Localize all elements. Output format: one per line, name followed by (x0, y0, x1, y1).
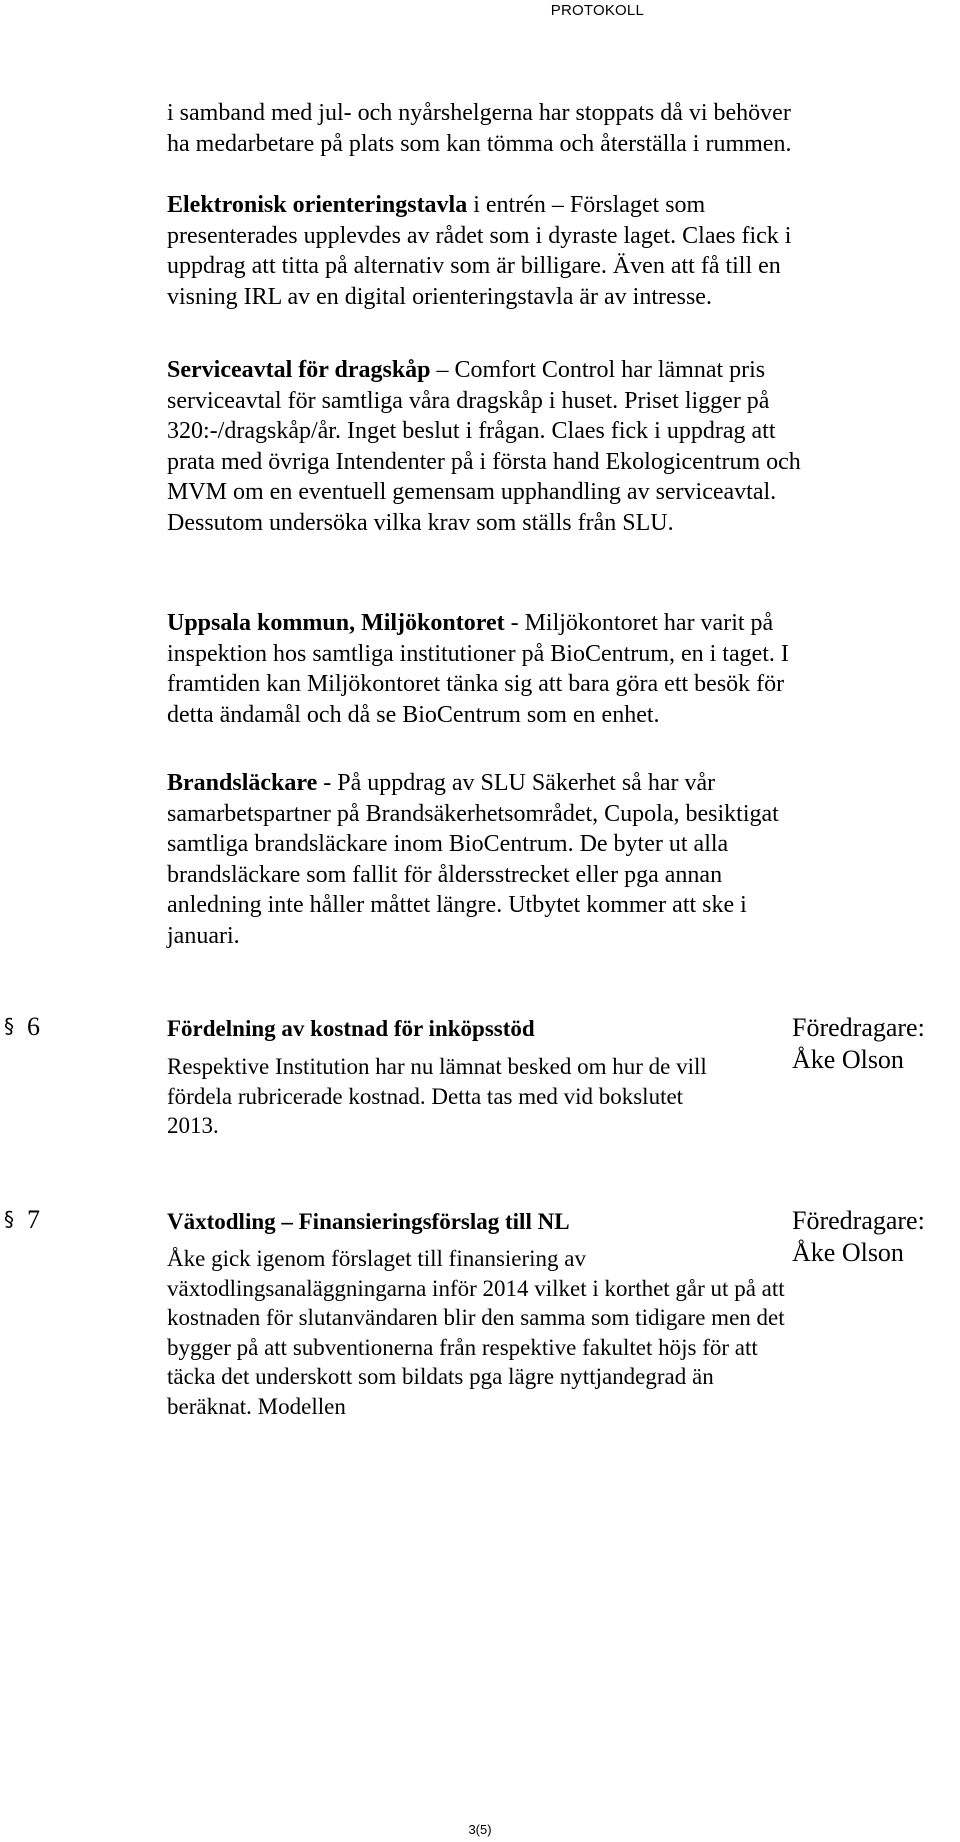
paragraph-heading: Uppsala kommun, Miljökontoret (167, 610, 505, 636)
item-body: Åke gick igenom förslaget till finansiering av växtodlingsanaläggningarna inför 2014 vilket i korthet går ut på att kostnaden för slutanvändaren blir den samma som tidigare men det bygger på att subventionerna från respektive fakultet höjs för att täcka det underskott som bildats pga lägre nyttjandegrad än beräknat. Modellen (167, 1246, 785, 1419)
presenter (792, 1012, 925, 1076)
paragraph-fume-hood-service (167, 355, 807, 538)
paragraph-environment-office (167, 608, 807, 730)
item-title: Växtodling – Finansieringsförslag till NL (167, 1209, 570, 1234)
item-number: 7 (27, 1205, 40, 1234)
presenter (792, 1205, 925, 1269)
paragraph-text: - Miljökontoret har varit på inspektion hos samtliga institutioner på BioCentrum, en i taget. I framtiden kan Miljökontoret tänka sig att bara göra ett besök för detta ändamål och då se BioCentrum som en enhet. (167, 610, 789, 728)
page-number: 3(5) (468, 1822, 492, 1837)
item-title: Fördelning av kostnad för inköpsstöd (167, 1016, 535, 1041)
page-header (0, 0, 960, 18)
document-type-title: PROTOKOLL (550, 2, 644, 19)
section-sign-icon: § (4, 1014, 14, 1038)
paragraph-text: - På uppdrag av SLU Säkerhet så har vår samarbetspartner på Brandsäkerhetsområdet, Cupola, besiktigat samtliga brandsläckare inom BioCentrum. De byter ut alla brandsläckare som fallit för åldersstrecket eller pga annan anledning inte håller måttet längre. Utbytet kommer att ske i januari. (167, 770, 779, 949)
paragraph-text: i entrén – Förslaget som presenterades upplevdes av rådet som i dyraste laget. Claes fick i uppdrag att titta på alternativ som är billigare. Även att få till en visning IRL av en digital orienteringstavla är av intresse. (167, 192, 792, 310)
presenter-label: Föredragare: (792, 1013, 925, 1042)
paragraph-orientation-board (167, 190, 807, 312)
paragraph-fire-extinguishers (167, 768, 807, 951)
paragraph-recycling-room: i samband med jul- och nyårshelgerna har stoppats då vi behöver ha medarbetare på plats som kan tömma och återställa i rummen. (167, 100, 792, 157)
section-sign-icon: § (4, 1207, 14, 1231)
paragraph-text: – Comfort Control har lämnat pris serviceavtal för samtliga våra dragskåp i huset. Priset ligger på 320:-/dragskåp/år. Inget beslut i frågan. Claes fick i uppdrag att prata med övriga Intendenter på i första hand Ekologicentrum och MVM om en eventuell gemensam upphandling av serviceavtal. Dessutom undersöka vilka krav som ställs från SLU. (167, 357, 801, 536)
item-number: 6 (27, 1012, 40, 1041)
presenter-name: Åke Olson (792, 1238, 904, 1267)
item-body: Respektive Institution har nu lämnat besked om hur de vill fördela rubricerade kostnad. Detta tas med vid bokslutet 2013. (167, 1054, 707, 1138)
presenter-label: Föredragare: (792, 1206, 925, 1235)
presenter-name: Åke Olson (792, 1045, 904, 1074)
paragraph-heading: Serviceavtal för dragskåp (167, 357, 431, 383)
paragraph-heading: Brandsläckare (167, 770, 318, 796)
paragraph-heading: Elektronisk orienteringstavla (167, 192, 468, 218)
